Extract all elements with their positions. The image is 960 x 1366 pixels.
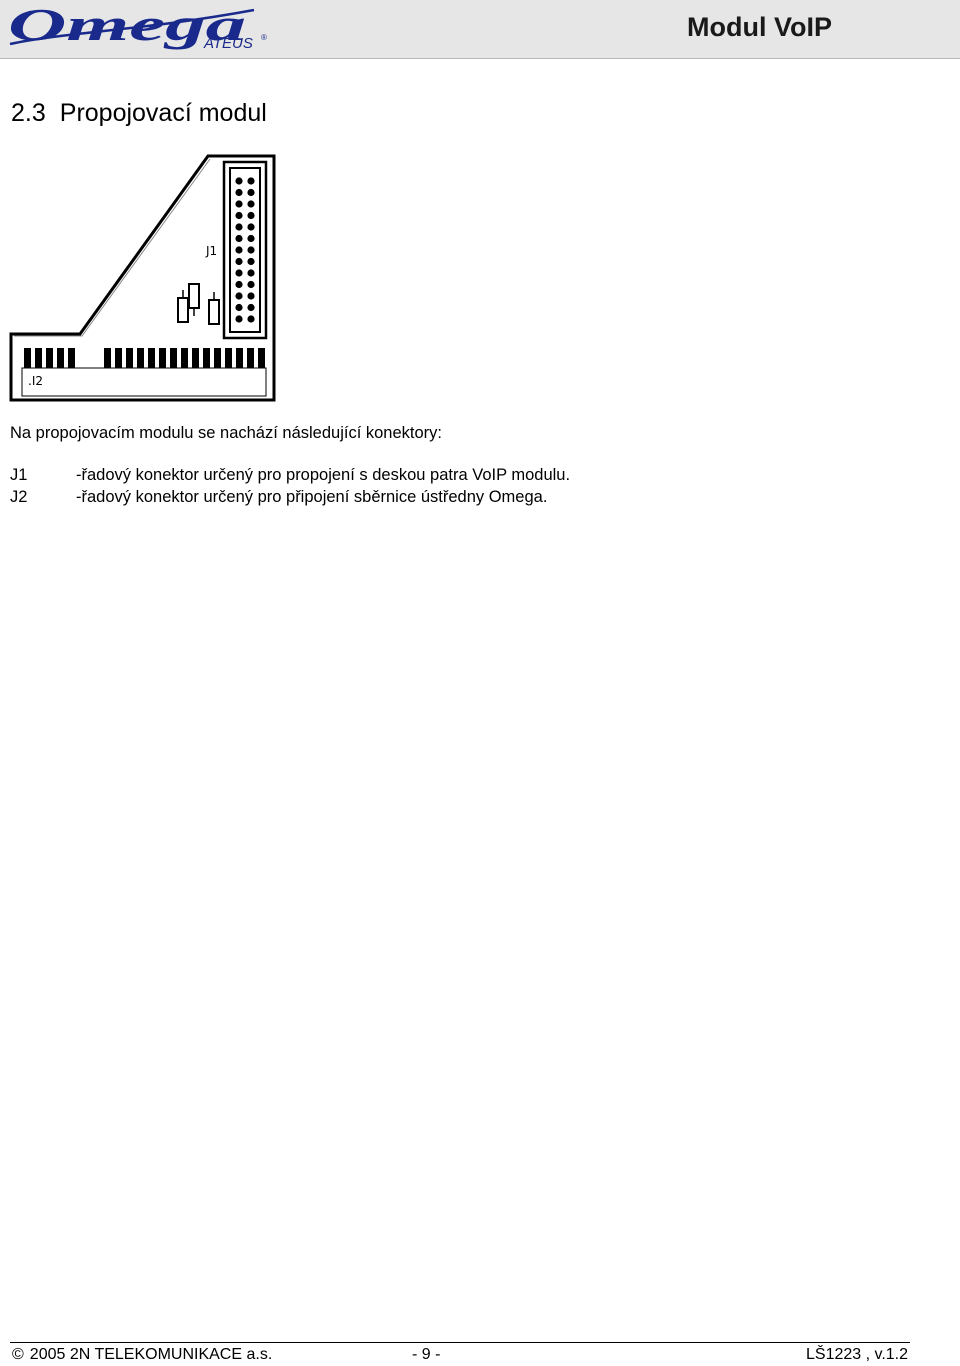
component: [209, 300, 219, 324]
connector-row: [10, 486, 570, 508]
j1-header-inner: [230, 168, 260, 332]
j1-pin: [247, 235, 254, 242]
j2-contact: [214, 348, 221, 368]
connector-id: J1: [10, 466, 28, 484]
j2-contact: [24, 348, 31, 368]
logo-wordmark: Omega: [8, 2, 246, 50]
j2-contact: [159, 348, 166, 368]
j2-contact: [68, 348, 75, 368]
j1-pin: [247, 246, 254, 253]
j1-pin: [247, 281, 254, 288]
j1-pin: [247, 304, 254, 311]
page-footer: [12, 1346, 908, 1364]
j2-contact: [126, 348, 133, 368]
omega-ateus-logo: [6, 2, 276, 54]
j1-pin: [235, 281, 242, 288]
intro-text: Na propojovacím modulu se nachází následující konektory:: [10, 424, 442, 442]
j2-contact: [192, 348, 199, 368]
j2-contact: [35, 348, 42, 368]
document-title: Modul VoIP: [687, 12, 832, 42]
connector-description: -řadový konektor určený pro připojení sběrnice ústředny Omega.: [76, 488, 548, 506]
logo-subtext: ATEUS: [204, 35, 253, 52]
j1-pin: [247, 212, 254, 219]
connector-list: [10, 464, 570, 508]
j1-pin: [247, 177, 254, 184]
j2-contact: [115, 348, 122, 368]
j2-contact: [258, 348, 265, 368]
j2-contact: [148, 348, 155, 368]
j2-contact: [137, 348, 144, 368]
j2-contact: [236, 348, 243, 368]
j2-contact: [170, 348, 177, 368]
j2-contact: [46, 348, 53, 368]
footer-copyright: [12, 1346, 272, 1364]
j1-pin: [235, 235, 242, 242]
j2-contact: [104, 348, 111, 368]
j1-label: J1: [206, 244, 218, 258]
j2-label: .I2: [28, 374, 43, 388]
j1-pin: [235, 212, 242, 219]
connector-board-diagram: [8, 152, 280, 404]
section-title: Propojovací modul: [59, 99, 267, 127]
j1-pin: [235, 223, 242, 230]
component: [189, 284, 199, 308]
document-version: LŠ1223 , v.1.2: [806, 1346, 908, 1363]
j1-pin: [235, 304, 242, 311]
j2-contact: [225, 348, 232, 368]
j1-pin: [247, 223, 254, 230]
copyright-icon: ©: [12, 1346, 24, 1363]
j1-pin: [247, 189, 254, 196]
j1-pin: [235, 315, 242, 322]
page-number: - 9 -: [412, 1346, 441, 1363]
footer-rule: [10, 1342, 910, 1343]
section-number: 2.3: [11, 99, 46, 127]
connector-row: [10, 464, 570, 486]
j1-pin: [235, 189, 242, 196]
j2-contact: [203, 348, 210, 368]
j2-contact: [247, 348, 254, 368]
j1-pin: [247, 258, 254, 265]
j1-pin: [235, 246, 242, 253]
j1-pin: [235, 258, 242, 265]
footer-copyright-text: 2005 2N TELEKOMUNIKACE a.s.: [29, 1346, 273, 1363]
j2-contact: [57, 348, 64, 368]
j1-pin: [235, 177, 242, 184]
j1-pin: [247, 315, 254, 322]
j1-pin: [247, 292, 254, 299]
section-heading: [11, 99, 267, 128]
connector-id: J2: [10, 488, 28, 506]
j2-contact: [181, 348, 188, 368]
j1-pin: [247, 269, 254, 276]
j1-pin: [235, 292, 242, 299]
logo-registered: ®: [261, 33, 267, 42]
j1-pin: [235, 269, 242, 276]
j2-edge: [22, 368, 266, 396]
j1-pin: [247, 200, 254, 207]
component: [178, 298, 188, 322]
page-header: [0, 0, 960, 59]
j1-pin: [235, 200, 242, 207]
connector-description: -řadový konektor určený pro propojení s deskou patra VoIP modulu.: [76, 466, 571, 484]
